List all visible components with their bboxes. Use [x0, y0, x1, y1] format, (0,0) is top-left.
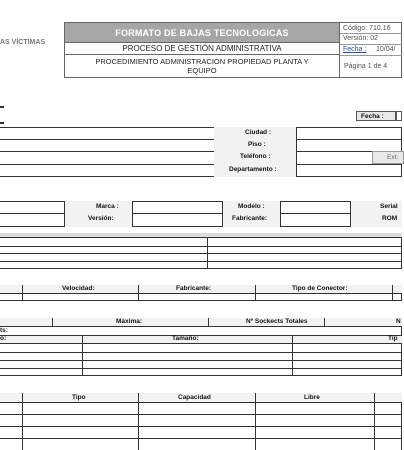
- libre-header: Libre: [304, 394, 320, 401]
- departamento-label: Departamento :: [229, 166, 277, 173]
- tip-header: Tip: [388, 335, 398, 342]
- logo-text: AS VÍCTIMAS: [0, 38, 46, 46]
- rom-label: ROM: [382, 215, 398, 222]
- velocidad-header: Velocidad:: [62, 285, 95, 292]
- date-value: 10/04/: [376, 46, 396, 53]
- date-label: Fecha :: [343, 46, 367, 53]
- n-header: N: [396, 318, 401, 325]
- modelo-label: Modelo :: [238, 203, 265, 210]
- capacidad-header: Capacidad: [178, 394, 211, 401]
- left-stub-2: [0, 122, 4, 124]
- logo: [0, 22, 64, 62]
- fecha-label: Fecha :: [361, 112, 384, 120]
- header-title-bar: [64, 22, 340, 43]
- ciudad-input[interactable]: [297, 128, 401, 138]
- serial-label: Serial: [380, 203, 398, 210]
- marca-input[interactable]: [0, 202, 63, 212]
- maxima-header: Máxima:: [116, 318, 143, 325]
- piso-input[interactable]: [297, 140, 401, 150]
- rom-input[interactable]: [281, 214, 349, 226]
- ext-cell: [372, 151, 404, 164]
- fecha-label-cell: [356, 111, 396, 121]
- tipo-header: Tipo: [72, 394, 86, 401]
- telefono-label: Teléfono :: [240, 153, 271, 160]
- o-label: o:: [0, 335, 7, 342]
- ts-label: ts:: [0, 327, 8, 334]
- process-cell: [64, 43, 340, 55]
- tamano-header: Tamaño:: [172, 335, 199, 342]
- fecha-input[interactable]: [396, 111, 402, 121]
- sockets-header: Nº Sockects Totales: [246, 318, 308, 325]
- page-number: Página 1 de 4: [344, 63, 388, 70]
- procedure-cell: [64, 55, 340, 78]
- modelo-input[interactable]: [133, 202, 221, 212]
- components-table: [0, 233, 402, 269]
- version-field: Versión: 02: [343, 35, 379, 42]
- ext-label: Ext:: [387, 154, 399, 161]
- conector-header: Tipo de Conector:: [292, 285, 348, 292]
- process-name: PROCESO DE GESTIÓN ADMINISTRATIVA: [122, 44, 282, 53]
- fabricante-header: Fabricante:: [176, 285, 212, 292]
- code-field: Código: 710.16: [343, 25, 391, 32]
- departamento-input[interactable]: [297, 165, 401, 176]
- left-stub-1: [0, 106, 4, 108]
- version-label: Versión:: [88, 215, 114, 222]
- version-input[interactable]: [0, 214, 63, 226]
- piso-label: Piso :: [248, 141, 266, 148]
- procedure-name: PROCEDIMIENTO ADMINISTRACION PROPIEDAD PLANTA Y EQUIPO: [95, 57, 309, 75]
- fabricante-label: Fabricante:: [232, 215, 268, 222]
- form-title: FORMATO DE BAJAS TECNOLOGICAS: [115, 27, 289, 38]
- telefono-input[interactable]: [297, 152, 371, 163]
- marca-label: Marca :: [96, 203, 119, 210]
- ciudad-label: Ciudad :: [245, 129, 271, 136]
- serial-input[interactable]: [281, 202, 349, 212]
- fabricante-input[interactable]: [133, 214, 221, 226]
